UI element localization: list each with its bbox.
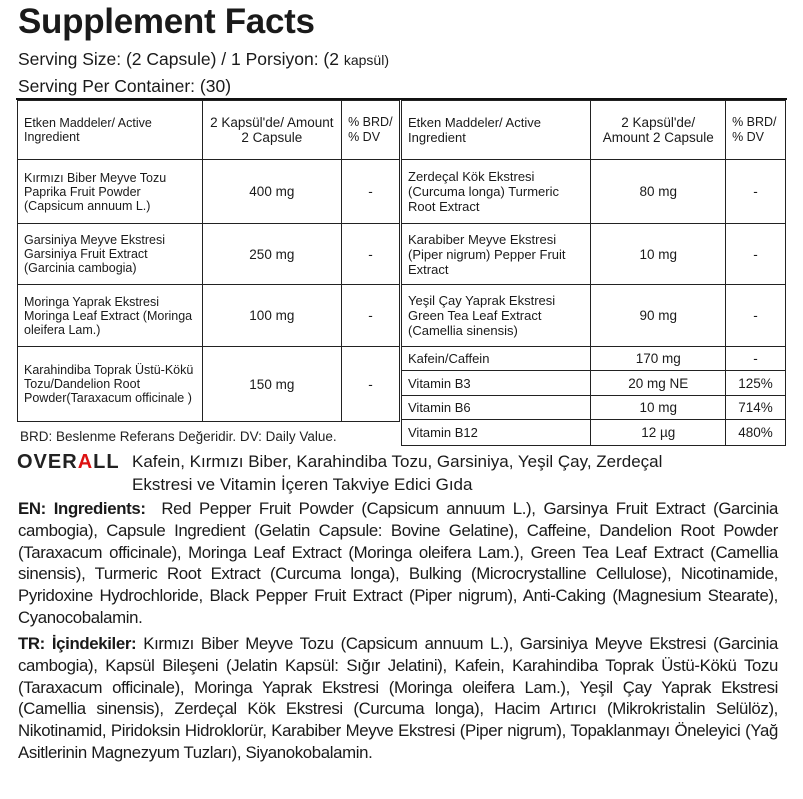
product-tagline-line1: Kafein, Kırmızı Biber, Karahindiba Tozu, Garsiniya, Yeşil Çay, Zerdeçal [132, 452, 663, 471]
dv-cell: 125% [726, 371, 786, 396]
table-row [402, 285, 786, 347]
table-row [402, 347, 786, 371]
brand-logo-text: OVERALL [17, 451, 120, 473]
table-row [402, 420, 786, 446]
header-dv: % BRD/ % DV [342, 101, 400, 160]
dv-cell: - [342, 285, 400, 347]
ingredients-tr [18, 633, 778, 764]
amount-cell: 400 mg [202, 160, 342, 224]
ingredient-cell: Karabiber Meyve Ekstresi (Piper nigrum) Pepper Fruit Extract [402, 224, 591, 285]
servings-per-container: Serving Per Container: (30) [18, 76, 232, 96]
ingredient-cell: Kırmızı Biber Meyve Tozu Paprika Fruit Powder (Capsicum annuum L.) [18, 160, 203, 224]
ingredient-cell: Zerdeçal Kök Ekstresi (Curcuma longa) Turmeric Root Extract [402, 160, 591, 224]
dv-cell: - [342, 347, 400, 422]
facts-table-right [401, 100, 786, 446]
footnote: BRD: Beslenme Referans Değeridir. DV: Daily Value. [20, 429, 337, 444]
header-ingredient: Etken Maddeler/ Active Ingredient [18, 101, 203, 160]
ingredient-cell: Moringa Yaprak Ekstresi Moringa Leaf Extract (Moringa oleifera Lam.) [18, 285, 203, 347]
ingredient-cell: Karahindiba Toprak Üstü-Kökü Tozu/Dandelion Root Powder(Taraxacum officinale ) [18, 347, 203, 422]
table-header-row [402, 101, 786, 160]
ingredients-en-text: Red Pepper Fruit Powder (Capsicum annuum L.), Garsinya Fruit Extract (Garcinia cambogia), Capsule Ingredient (Gelatin Capsule: Bovine Gelatine), Caffeine, Dandelion Root Powder (Taraxacum officinale), Moringa Leaf Extract (Moringa oleifera Lam.), Green Tea Leaf Extract (Camellia sinensis), Turmeric Root Extract (Curcuma longa), Bulking (Microcrystalline Cellulose), Nicotinamide, Pyridoxine Hydrochloride, Black Pepper Fruit Extract (Piper nigrum), Anti-Caking (Magnesium Stearate), Cyanocobalamin. [18, 499, 779, 627]
amount-cell: 250 mg [202, 224, 342, 285]
dv-cell: - [726, 160, 786, 224]
dv-cell: - [726, 285, 786, 347]
amount-cell: 12 µg [591, 420, 726, 446]
table-row [402, 396, 786, 420]
dv-cell: - [726, 224, 786, 285]
ingredient-cell: Vitamin B12 [402, 420, 591, 446]
table-header-row [18, 101, 400, 160]
dv-cell: 714% [726, 396, 786, 420]
amount-cell: 20 mg NE [591, 371, 726, 396]
ingredient-cell: Vitamin B6 [402, 396, 591, 420]
dv-cell: - [726, 347, 786, 371]
serving-size: Serving Size: (2 Capsule) / 1 Porsiyon: (2 kapsül) [18, 49, 389, 69]
table-row [18, 285, 400, 347]
dv-cell: 480% [726, 420, 786, 446]
table-row [18, 224, 400, 285]
header-dv: % BRD/ % DV [726, 101, 786, 160]
dv-cell: - [342, 160, 400, 224]
ingredient-cell: Vitamin B3 [402, 371, 591, 396]
amount-cell: 100 mg [202, 285, 342, 347]
table-row [402, 371, 786, 396]
brand-logo [17, 451, 120, 474]
page-title: Supplement Facts [18, 2, 315, 41]
table-row [402, 224, 786, 285]
ingredient-cell: Kafein/Caffein [402, 347, 591, 371]
header-amount: 2 Kapsül'de/ Amount 2 Capsule [202, 101, 342, 160]
amount-cell: 10 mg [591, 224, 726, 285]
table-row [402, 160, 786, 224]
header-amount: 2 Kapsül'de/ Amount 2 Capsule [591, 101, 726, 160]
dv-cell: - [342, 224, 400, 285]
header-ingredient: Etken Maddeler/ Active Ingredient [402, 101, 591, 160]
amount-cell: 150 mg [202, 347, 342, 422]
amount-cell: 90 mg [591, 285, 726, 347]
facts-table-left [17, 100, 400, 422]
ingredient-cell: Garsiniya Meyve Ekstresi Garsiniya Fruit Extract (Garcinia cambogia) [18, 224, 203, 285]
ingredients-tr-label: TR: İçindekiler: [18, 634, 137, 653]
table-row [18, 347, 400, 422]
ingredients-en-label: EN: Ingredients: [18, 499, 146, 518]
amount-cell: 170 mg [591, 347, 726, 371]
amount-cell: 10 mg [591, 396, 726, 420]
ingredients-en [18, 498, 778, 629]
ingredient-cell: Yeşil Çay Yaprak Ekstresi Green Tea Leaf Extract (Camellia sinensis) [402, 285, 591, 347]
amount-cell: 80 mg [591, 160, 726, 224]
ingredients-tr-text: Kırmızı Biber Meyve Tozu (Capsicum annuum L.), Garsiniya Meyve Ekstresi (Garcinia cambogia), Kapsül Bileşeni (Jelatin Kapsül: Sığır Jelatini), Kafein, Karahindiba Toprak Üstü-Kökü Tozu (Taraxacum officinale), Moringa Yaprak Ekstresi (Moringa oleifera Lam.), Yeşil Çay Yaprak Ekstresi (Camellia sinensis), Zerdeçal Kök Ekstresi (Curcuma longa), Hacim Artırıcı (Mikrokristalin Selülöz), Nikotinamid, Piridoksin Hidroklorür, Karabiber Meyve Ekstresi (Piper nigrum), Topaklanmayı Öneleyici (Yağ Asitlerinin Magnezyum Tuzları), Siyanokobalamin. [18, 634, 779, 762]
product-tagline-line2: Ekstresi ve Vitamin İçeren Takviye Edici Gıda [132, 475, 473, 494]
table-row [18, 160, 400, 224]
